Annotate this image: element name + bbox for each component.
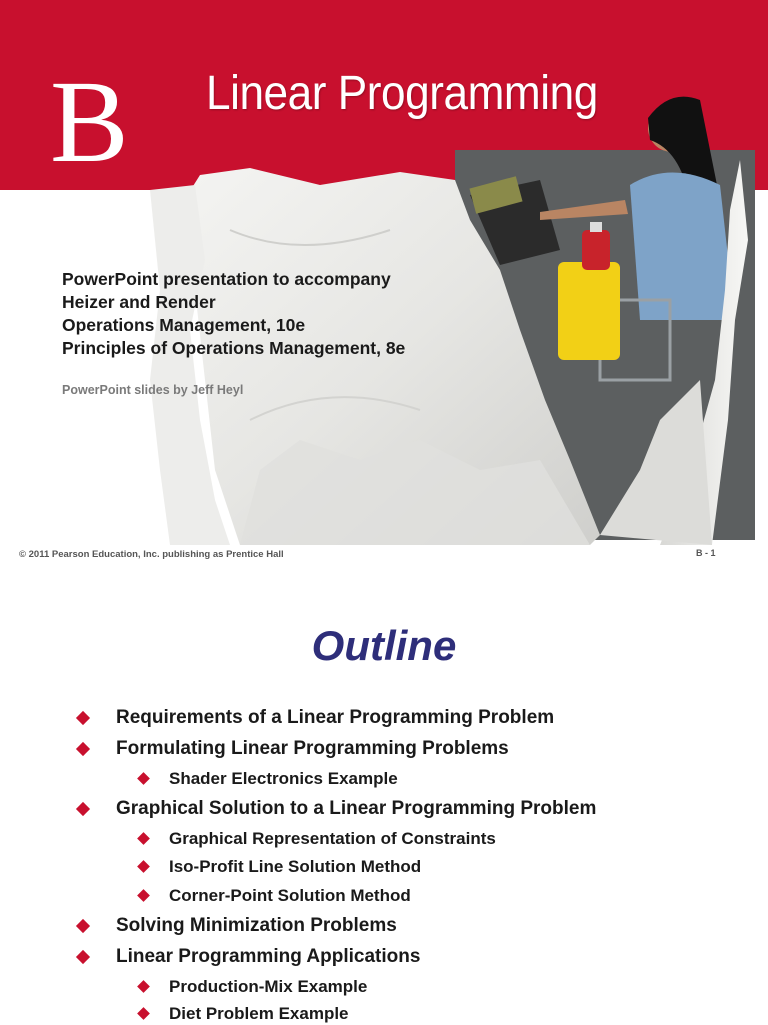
bullet-diamond-icon bbox=[76, 950, 90, 964]
bullet-diamond-icon bbox=[137, 860, 150, 873]
subtitle-line: Operations Management, 10e bbox=[62, 315, 306, 335]
bullet-diamond-icon bbox=[137, 980, 150, 993]
bullet-diamond-icon bbox=[76, 919, 90, 933]
outline-item-text: Formulating Linear Programming Problems bbox=[116, 738, 509, 759]
bullet-diamond-icon bbox=[76, 742, 90, 756]
outline-item bbox=[116, 914, 397, 938]
copyright-notice: © 2011 Pearson Education, Inc. publishing as Prentice Hall bbox=[19, 549, 284, 560]
outline-subitem bbox=[169, 856, 421, 878]
bullet-diamond-icon bbox=[137, 832, 150, 845]
outline-item-text: Corner-Point Solution Method bbox=[169, 886, 411, 905]
chapter-letter: B bbox=[50, 56, 129, 187]
outline-item bbox=[116, 706, 554, 730]
slide-title: Linear Programming bbox=[206, 67, 598, 120]
outline-item-text: Graphical Representation of Constraints bbox=[169, 829, 496, 848]
outline-item-text: Solving Minimization Problems bbox=[116, 915, 397, 936]
outline-item-text: Production-Mix Example bbox=[169, 977, 368, 996]
subtitle-line: Heizer and Render bbox=[62, 292, 216, 312]
bullet-diamond-icon bbox=[137, 1007, 150, 1020]
outline-item-text: Iso-Profit Line Solution Method bbox=[169, 857, 422, 876]
outline-item bbox=[116, 737, 509, 761]
outline-item-text: Graphical Solution to a Linear Programming Problem bbox=[116, 798, 597, 819]
outline-slide bbox=[0, 576, 768, 1024]
subtitle-block bbox=[62, 268, 405, 360]
bullet-diamond-icon bbox=[76, 711, 90, 725]
bullet-diamond-icon bbox=[137, 889, 150, 902]
bullet-diamond-icon bbox=[76, 802, 90, 816]
outline-title: Outline bbox=[311, 622, 457, 669]
outline-item bbox=[116, 797, 596, 821]
outline-item-text: Requirements of a Linear Programming Problem bbox=[116, 707, 555, 728]
outline-subitem bbox=[169, 1003, 349, 1025]
author-credit: PowerPoint slides by Jeff Heyl bbox=[62, 383, 244, 397]
subtitle-line: Principles of Operations Management, 8e bbox=[62, 338, 406, 358]
outline-subitem bbox=[169, 768, 398, 790]
subtitle-line: PowerPoint presentation to accompany bbox=[62, 269, 391, 289]
outline-item-text: Diet Problem Example bbox=[169, 1004, 349, 1023]
outline-item bbox=[116, 945, 420, 969]
outline-item-text: Shader Electronics Example bbox=[169, 769, 398, 788]
outline-item-text: Linear Programming Applications bbox=[116, 946, 421, 967]
outline-subitem bbox=[169, 885, 411, 907]
bullet-diamond-icon bbox=[137, 772, 150, 785]
outline-subitem bbox=[169, 828, 496, 850]
outline-subitem bbox=[169, 976, 367, 998]
slide-number: B - 1 bbox=[696, 548, 716, 558]
